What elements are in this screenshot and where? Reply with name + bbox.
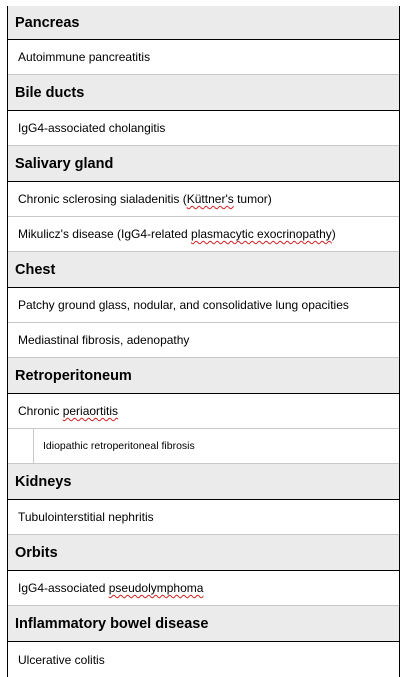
row-text: Tubulointerstitial nephritis	[18, 510, 154, 524]
row-text	[18, 192, 272, 206]
row-chronic-periaortitis	[8, 394, 399, 429]
row-text: Mediastinal fibrosis, adenopathy	[18, 333, 190, 347]
row-text: IgG4-associated cholangitis	[18, 121, 166, 135]
spellcheck-word: pseudolymphoma	[108, 581, 204, 595]
row-igg4-pseudolymphoma	[8, 571, 399, 606]
spellcheck-word: Küttner's	[186, 192, 234, 206]
spellcheck-word: plasmacytic exocrinopathy	[191, 227, 332, 241]
row-igg4-cholangitis	[8, 111, 399, 146]
row-retroperitoneal-fibrosis	[8, 429, 399, 464]
section-heading-pancreas	[8, 6, 399, 40]
heading-text: Chest	[15, 261, 56, 278]
section-heading-salivary-gland	[8, 146, 399, 182]
row-mediastinal-fibrosis	[8, 323, 399, 358]
text-part: tumor)	[233, 192, 272, 206]
section-heading-kidneys	[8, 464, 399, 500]
text-part: Chronic	[18, 404, 63, 418]
organ-table	[7, 6, 400, 677]
heading-text: Pancreas	[15, 14, 80, 31]
heading-text: Bile ducts	[15, 84, 85, 101]
row-mikulicz-disease	[8, 217, 399, 252]
text-part: )	[331, 227, 336, 241]
section-heading-orbits	[8, 535, 399, 571]
text-part: IgG4-associated	[18, 581, 109, 595]
row-lung-opacities	[8, 288, 399, 323]
heading-text: Kidneys	[15, 473, 72, 490]
row-chronic-sialadenitis	[8, 182, 399, 217]
row-text: Ulcerative colitis	[18, 652, 105, 667]
row-text: Autoimmune pancreatitis	[18, 50, 151, 64]
spellcheck-word: periaortitis	[62, 404, 119, 418]
row-text: Patchy ground glass, nodular, and consolidative lung opacities	[18, 298, 349, 312]
indent-divider	[33, 429, 34, 463]
row-ulcerative-colitis	[8, 642, 399, 677]
row-text	[18, 404, 118, 418]
heading-text: Retroperitoneum	[15, 367, 132, 384]
text-part: Chronic sclerosing sialadenitis (	[18, 192, 187, 206]
heading-text: Inflammatory bowel disease	[15, 615, 209, 632]
row-autoimmune-pancreatitis	[8, 40, 399, 75]
row-text	[18, 227, 336, 241]
heading-text: Salivary gland	[15, 155, 114, 172]
text-part: Mikulicz's disease (IgG4-related	[18, 227, 192, 241]
section-heading-ibd	[8, 606, 399, 642]
row-tubulointerstitial-nephritis	[8, 500, 399, 535]
section-heading-bile-ducts	[8, 75, 399, 111]
section-heading-chest	[8, 252, 399, 288]
row-text: Idiopathic retroperitoneal fibrosis	[43, 440, 195, 452]
section-heading-retroperitoneum	[8, 358, 399, 394]
row-text	[18, 581, 203, 595]
heading-text: Orbits	[15, 544, 58, 561]
